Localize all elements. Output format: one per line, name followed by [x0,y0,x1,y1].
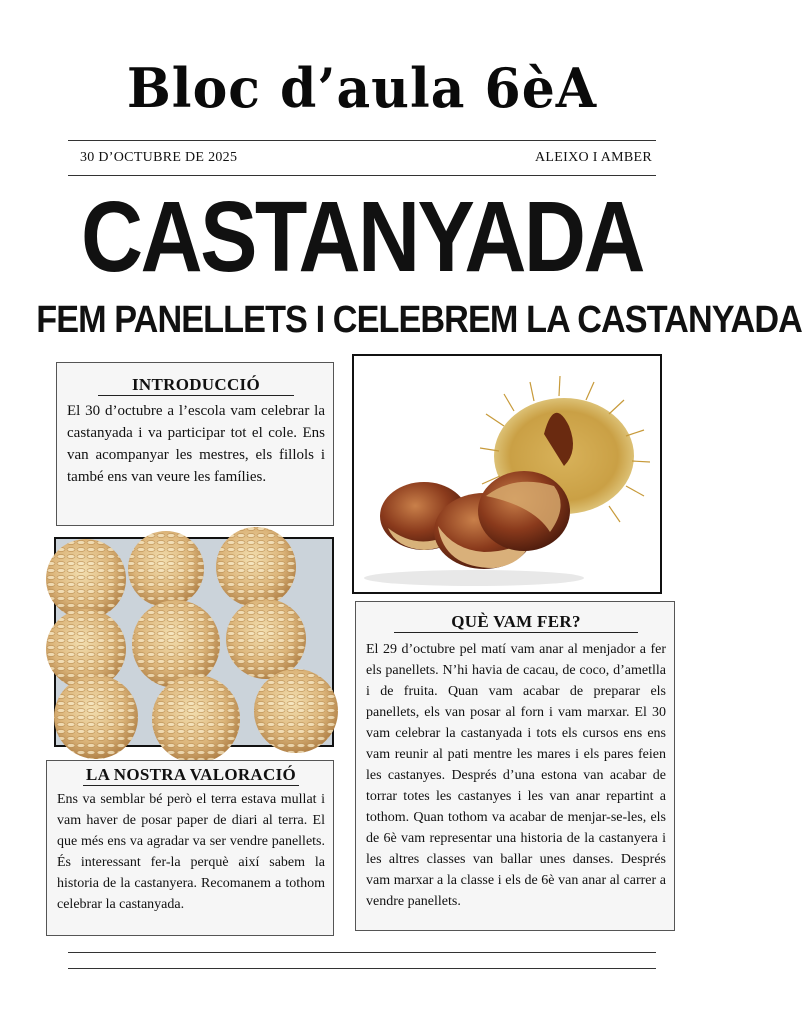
chestnuts-photo [352,354,662,594]
introduccio-box [56,362,334,526]
header-bottom-rule [68,175,656,176]
panellets-photo [54,537,334,747]
main-headline: CASTANYADA [81,181,643,293]
que-vam-fer-text: El 29 d’octubre pel matí vam anar al menjador a fer els panellets. N’hi havia de cacau, de coco, d’ametlla i de fruita. Quan vam acabar de preparar els panellets, els van posar al forn i vam marxar. El 30 vam celebrar la castanyada i tots els cursos ens ens vam reunir al pati mentre les mares i els pares feien les castanyes. Després d’una estona van acabar de torrar totes les castanyes i les van anar repartint a tothom. Quan tothom va acabar de menjar-se-les, els de 6è vam representar una historia de la castanyera i les altres classes van ballar unes danses. Després vam marxar a la classe i els de 6è van anar al carrer a vendre panellets. [366,642,666,909]
panellets-illustration [56,539,332,745]
valoracio-heading: LA NOSTRA VALORACIÓ [85,765,297,784]
valoracio-heading-rule [83,785,299,786]
footer-top-rule [68,952,656,953]
sub-headline: FEM PANELLETS I CELEBREM LA CASTANYADA [36,299,802,341]
valoracio-box [46,760,334,936]
chestnut-nuts [364,471,584,586]
issue-date: 30 D’OCTUBRE DE 2025 [80,150,238,165]
footer-bottom-rule [68,968,656,969]
panellets [46,527,338,763]
authors: ALEIXO I AMBER [535,150,652,165]
introduccio-heading-rule [98,395,294,396]
newspaper-masthead: Bloc d’aula 6èA [126,56,598,121]
que-vam-fer-heading-rule [394,632,638,633]
header-top-rule [68,140,656,141]
introduccio-heading: INTRODUCCIÓ [132,375,260,394]
chestnuts-illustration [354,356,660,592]
valoracio-text: Ens va semblar bé però el terra estava mullat i vam haver de posar paper de diari al terra. El que més ens va agradar va ser vendre panellets. És interessant fer-la perquè així sabem la historia de la castanyera. Recomanem a tothom celebrar la castanyada. [57,792,325,912]
que-vam-fer-box [355,601,675,931]
introduccio-text: El 30 d’octubre a l’escola vam celebrar la castanyada i va participar tot el cole. Ens van acompanyar les mestres, els fillols i també ens van veure les famílies. [67,403,325,485]
que-vam-fer-heading: QUÈ VAM FER? [451,612,581,631]
